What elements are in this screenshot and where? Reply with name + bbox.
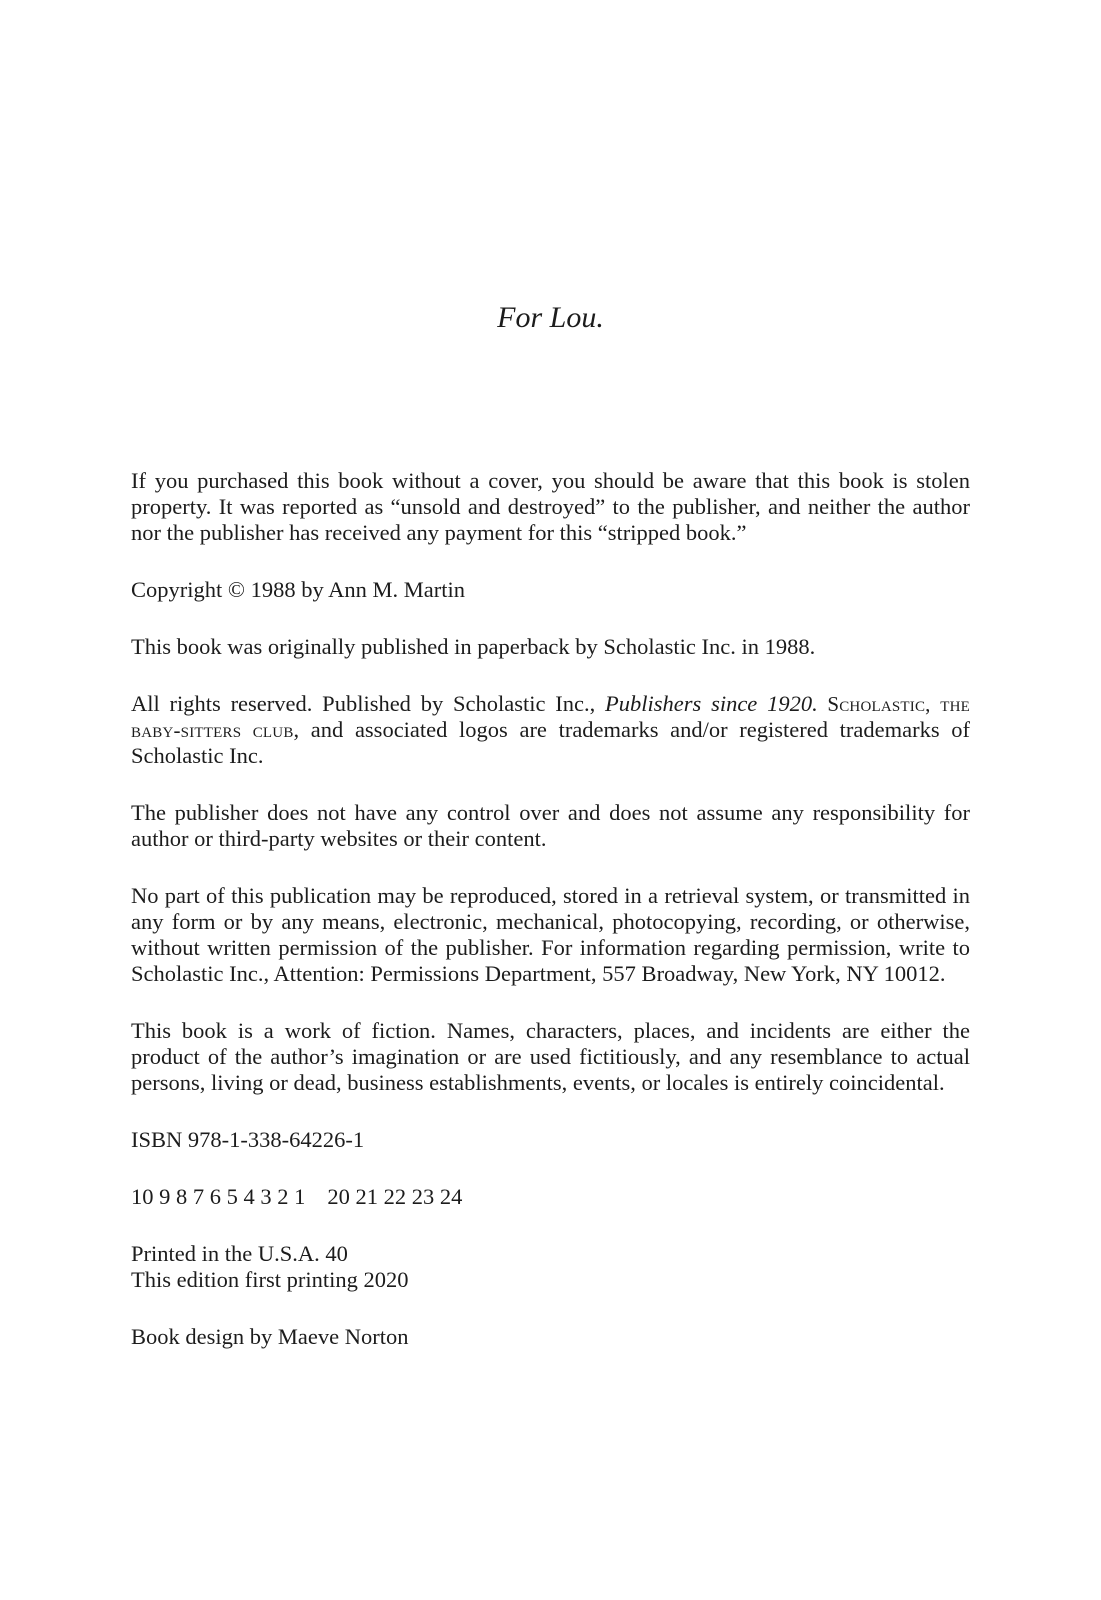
publishers-since-text: Publishers since 1920. <box>605 691 818 716</box>
copyright-page <box>131 468 970 1381</box>
printing-years: 20 21 22 23 24 <box>327 1184 463 1209</box>
websites-disclaimer: The publisher does not have any control over and does not assume any responsibility for author or third-party websites or their content. <box>131 800 970 851</box>
fiction-notice: This book is a work of fiction. Names, characters, places, and incidents are either the product of the author’s imagination or are used fictitiously, and any resemblance to actual persons, living or dead, business establishments, events, or locales is entirely coincidental. <box>131 1018 970 1095</box>
dedication: For Lou. <box>497 301 604 334</box>
printing-info <box>131 1241 970 1293</box>
printing-numbers: 10 9 8 7 6 5 4 3 2 1 <box>131 1184 306 1209</box>
printed-in-line: Printed in the U.S.A. 40 <box>131 1241 348 1266</box>
edition-line: This edition first printing 2020 <box>131 1267 409 1292</box>
original-publication-line: This book was originally published in paperback by Scholastic Inc. in 1988. <box>131 634 816 659</box>
rights-lead-text: All rights reserved. Published by Scholastic Inc., <box>131 691 606 716</box>
printing-line <box>131 1184 970 1210</box>
isbn-line: ISBN 978-1-338-64226-1 <box>131 1127 365 1152</box>
stripped-book-notice: If you purchased this book without a cover, you should be aware that this book is stolen property. It was reported as “unsold and destroyed” to the publisher, and neither the author nor the publisher has received any payment for this “stripped book.” <box>131 468 970 545</box>
trademark-rest-text: , and associated logos are trademarks and/or registered trademarks of Scholastic Inc. <box>131 717 970 768</box>
rights-reserved-notice <box>131 691 970 769</box>
trademark-names: Scholastic, the baby-sitters club <box>131 692 970 742</box>
copyright-line: Copyright © 1988 by Ann M. Martin <box>131 577 465 602</box>
reproduction-notice: No part of this publication may be reproduced, stored in a retrieval system, or transmitted in any form or by any means, electronic, mechanical, photocopying, recording, or otherwise, without written permission of the publisher. For information regarding permission, write to Scholastic Inc., Attention: Permissions Department, 557 Broadway, New York, NY 10012. <box>131 883 970 986</box>
book-design-credit: Book design by Maeve Norton <box>131 1324 409 1349</box>
